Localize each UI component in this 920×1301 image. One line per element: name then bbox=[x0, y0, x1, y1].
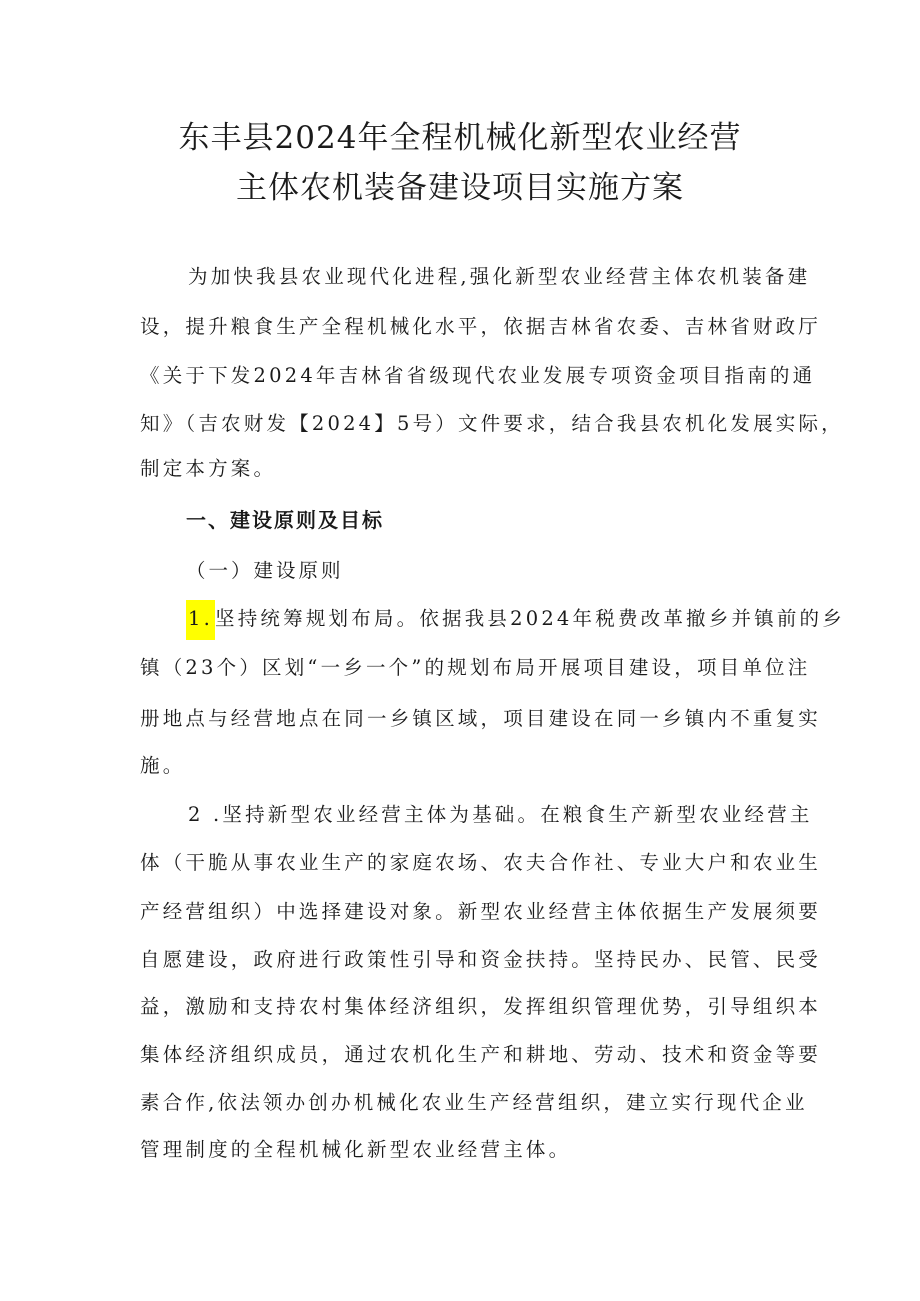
item-number-highlight: 1. bbox=[186, 600, 215, 640]
item-2-line-4: 自愿建设，政府进行政策性引导和资金扶持。坚持民办、民管、民受 bbox=[140, 948, 822, 971]
item-2-line-2: 体（干脆从事农业生产的家庭农场、农夫合作社、专业大户和农业生 bbox=[140, 851, 822, 874]
subsection-heading: （一）建设原则 bbox=[186, 559, 344, 582]
item-1-line-3: 册地点与经营地点在同一乡镇区域，项目建设在同一乡镇内不重复实 bbox=[140, 707, 822, 730]
item-2-line-6: 集体经济组织成员，通过农机化生产和耕地、劳动、技术和资金等要 bbox=[140, 1043, 822, 1066]
item-1-first-line bbox=[188, 604, 845, 640]
document-title-line-1: 东丰县2024年全程机械化新型农业经营 bbox=[178, 120, 742, 156]
intro-line-3: 《关于下发2024年吉林省省级现代农业发展专项资金项目指南的通 bbox=[140, 364, 816, 387]
item-1-text: 坚持统筹规划布局。依据我县2024年税费改革撤乡并镇前的乡 bbox=[215, 607, 845, 630]
item-1-line-4: 施。 bbox=[140, 754, 186, 777]
item-1-line-2: 镇（23个）区划“一乡一个”的规划布局开展项目建设，项目单位注 bbox=[140, 656, 811, 679]
document-title-line-2: 主体农机装备建设项目实施方案 bbox=[236, 170, 684, 206]
item-2-line-8: 管理制度的全程机械化新型农业经营主体。 bbox=[140, 1138, 572, 1161]
section-heading: 一、建设原则及目标 bbox=[186, 508, 384, 532]
intro-line-2: 设，提升粮食生产全程机械化水平，依据吉林省农委、吉林省财政厅 bbox=[140, 315, 822, 338]
intro-line-5: 制定本方案。 bbox=[140, 457, 277, 480]
item-2-line-3: 产经营组织）中选择建设对象。新型农业经营主体依据生产发展须要 bbox=[140, 900, 822, 923]
item-2-line-1: 2 .坚持新型农业经营主体为基础。在粮食生产新型农业经营主 bbox=[188, 803, 813, 826]
intro-line-1: 为加快我县农业现代化进程,强化新型农业经营主体农机装备建 bbox=[188, 265, 811, 288]
item-2-line-7: 素合作,依法领办创办机械化农业生产经营组织，建立实行现代企业 bbox=[140, 1091, 808, 1114]
item-2-line-5: 益，激励和支持农村集体经济组织，发挥组织管理优势，引导组织本 bbox=[140, 995, 822, 1018]
intro-line-4: 知》（吉农财发【2024】5号）文件要求，结合我县农机化发展实际， bbox=[140, 412, 844, 435]
